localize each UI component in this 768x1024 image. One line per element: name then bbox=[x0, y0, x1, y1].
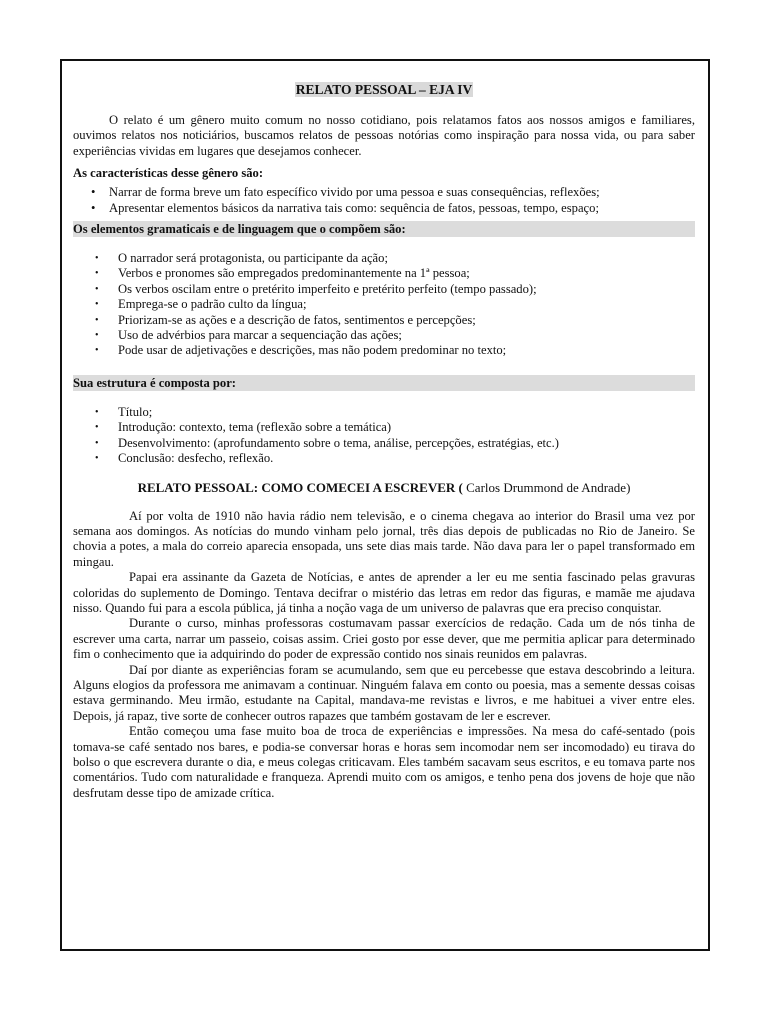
intro-paragraph: O relato é um gênero muito comum no nosso cotidiano, pois relatamos fatos aos nossos amigos e familiares, ouvimos relatos nos noticiários, buscamos relatos de pessoas notórias como inspiração para nossa vida, ou para saber experiências vividas em lugares que desejamos conhecer. bbox=[73, 113, 695, 158]
structure-heading: Sua estrutura é composta por: bbox=[73, 375, 695, 391]
story-paragraph: Daí por diante as experiências foram se acumulando, sem que eu percebesse que estava descobrindo a leitura. Alguns elogios da professora me animavam a continuar. Ninguém falava em conto ou poesia, mas a semente dessas coisas estava germinando. Meu irmão, estudante na Capital, mandava-me revistas e livros, e me habituei a viver entre eles. Depois, já rapaz, tive sorte de conhecer outros rapazes que também gostavam de ler e escrever. bbox=[73, 662, 695, 723]
list-item: • Uso de advérbios para marcar a sequenciação das ações; bbox=[73, 328, 695, 343]
story-paragraph: Então começou uma fase muito boa de troca de experiências e impressões. Na mesa do café-sentado (pois tomava-se café sentado nos bares, e podia-se conversar horas e horas sem incomodar nem ser incomodado) eu tirava do bolso o que escrevera durante o dia, e meus colegas criticavam. Eles também sacavam seus escritos, e eu tomava parte nos comentários. Tudo com naturalidade e franqueza. Aprendi muito com os amigos, e tenho pena dos jovens de hoje que não desfrutam desse tipo de amizade crítica. bbox=[73, 724, 695, 800]
structure-list bbox=[73, 405, 695, 467]
story-paragraph: Papai era assinante da Gazeta de Notícias, e antes de aprender a ler eu me sentia fascinado pelas gravuras coloridas do suplemento de Domingo. Tentava decifrar o mistério das letras em redor das figuras, e mamãe me ajudava nisso. Quando fui para a escola pública, já tinha a noção vaga de um universo de palavras que era preciso conquistar. bbox=[73, 570, 695, 615]
elements-list bbox=[73, 251, 695, 359]
story-title bbox=[73, 480, 695, 496]
elements-heading: Os elementos gramaticais e de linguagem que o compõem são: bbox=[73, 221, 695, 237]
story-paragraph: Aí por volta de 1910 não havia rádio nem televisão, e o cinema chegava ao interior do Brasil uma vez por semana aos domingos. As notícias do mundo vinham pelo jornal, três dias depois de publicadas no Rio de Janeiro. Se chovia a potes, a mala do correio aparecia ensopada, uns sete dias mais tarde. Não dava para ler o papel transformado em mingau. bbox=[73, 508, 695, 569]
list-item: • Apresentar elementos básicos da narrativa tais como: sequência de fatos, pessoas, tempo, espaço; bbox=[73, 201, 695, 216]
list-item: • O narrador será protagonista, ou participante da ação; bbox=[73, 251, 695, 266]
list-item: • Narrar de forma breve um fato específico vivido por uma pessoa e suas consequências, reflexões; bbox=[73, 185, 695, 200]
story-paragraph: Durante o curso, minhas professoras costumavam passar exercícios de redação. Cada um de nós tinha de escrever uma carta, narrar um passeio, coisas assim. Criei gosto por esse dever, que me permitia aplicar para determinado fim o conhecimento que ia adquirindo do poder de expressão contido nos sinais reunidos em palavras. bbox=[73, 616, 695, 662]
story-title-text: RELATO PESSOAL: COMO COMECEI A ESCREVER ( bbox=[137, 479, 463, 495]
characteristics-heading: As características desse gênero são: bbox=[73, 166, 264, 181]
list-item: • Priorizam-se as ações e a descrição de fatos, sentimentos e percepções; bbox=[73, 313, 695, 328]
list-item: • Título; bbox=[73, 405, 695, 420]
characteristics-list bbox=[73, 185, 695, 216]
list-item: • Pode usar de adjetivações e descrições, mas não podem predominar no texto; bbox=[73, 343, 695, 358]
story-author: Carlos Drummond de Andrade) bbox=[466, 479, 631, 495]
document-title: RELATO PESSOAL – EJA IV bbox=[295, 82, 473, 97]
document-body bbox=[73, 82, 695, 801]
story-text bbox=[73, 509, 695, 802]
list-item: • Desenvolvimento: (aprofundamento sobre o tema, análise, percepções, estratégias, etc.) bbox=[73, 436, 695, 451]
list-item: • Emprega-se o padrão culto da língua; bbox=[73, 297, 695, 312]
list-item: • Verbos e pronomes são empregados predominantemente na 1ª pessoa; bbox=[73, 266, 695, 281]
list-item: • Os verbos oscilam entre o pretérito imperfeito e pretérito perfeito (tempo passado); bbox=[73, 282, 695, 297]
list-item: • Conclusão: desfecho, reflexão. bbox=[73, 451, 695, 466]
list-item: • Introdução: contexto, tema (reflexão sobre a temática) bbox=[73, 420, 695, 435]
